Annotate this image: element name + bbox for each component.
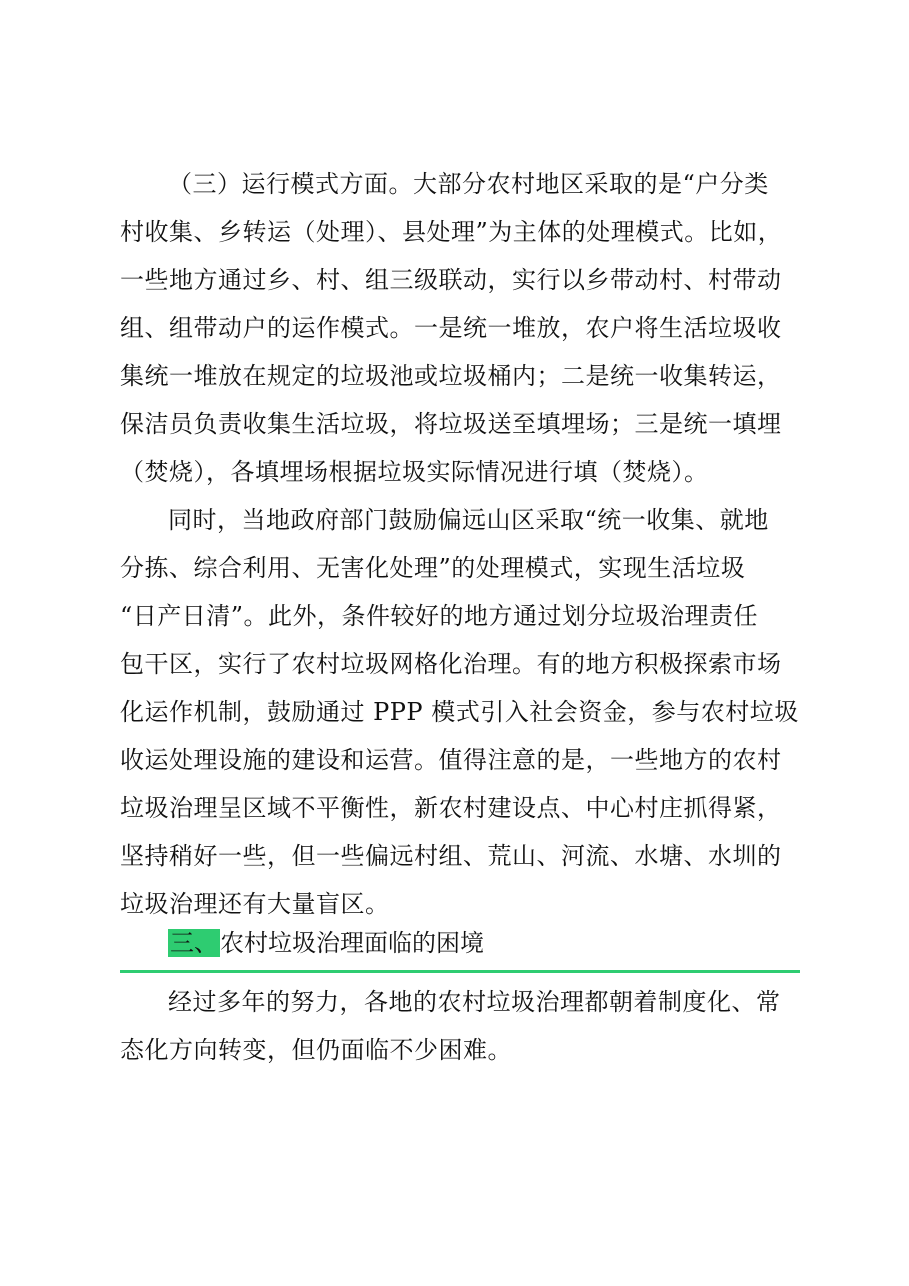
paragraph-2-line-1: 同时，当地政府部门鼓励偏远山区采取“统一收集、就地 bbox=[168, 506, 769, 534]
paragraph-3-line-1: 经过多年的努力，各地的农村垃圾治理都朝着制度化、常 bbox=[168, 988, 781, 1016]
section-heading bbox=[168, 922, 484, 964]
paragraph-1-line-6: 保洁员负责收集生活垃圾，将垃圾送至填埋场；三是统一填埋 bbox=[120, 410, 782, 438]
section-number: 三、 bbox=[170, 929, 218, 957]
paragraph-2-line-5: 化运作机制，鼓励通过 PPP 模式引入社会资金，参与农村垃圾 bbox=[120, 698, 799, 726]
paragraph-3-line-2: 态化方向转变，但仍面临不少困难。 bbox=[120, 1036, 512, 1064]
paragraph-2-line-7: 垃圾治理呈区域不平衡性，新农村建设点、中心村庄抓得紧， bbox=[120, 794, 782, 822]
paragraph-1-line-7: （焚烧），各填埋场根据垃圾实际情况进行填（焚烧）。 bbox=[120, 458, 709, 486]
paragraph-2-line-8: 坚持稍好一些，但一些偏远村组、荒山、河流、水塘、水圳的 bbox=[120, 842, 782, 870]
paragraph-1-line-2: 村收集、乡转运（处理）、县处理”为主体的处理模式。比如， bbox=[120, 218, 783, 246]
paragraph-2-line-4: 包干区，实行了农村垃圾网格化治理。有的地方积极探索市场 bbox=[120, 650, 782, 678]
paragraph-2-line-9: 垃圾治理还有大量盲区。 bbox=[120, 890, 390, 918]
paragraph-1-line-5: 集统一堆放在规定的垃圾池或垃圾桶内；二是统一收集转运， bbox=[120, 362, 782, 390]
heading-underline bbox=[120, 970, 800, 973]
paragraph-2-line-3: “日产日清”。此外，条件较好的地方通过划分垃圾治理责任 bbox=[120, 602, 759, 630]
paragraph-1-line-1: （三）运行模式方面。大部分农村地区采取的是“户分类 bbox=[168, 170, 769, 198]
paragraph-2-line-6: 收运处理设施的建设和运营。值得注意的是，一些地方的农村 bbox=[120, 746, 782, 774]
section-title: 农村垃圾治理面临的困境 bbox=[220, 929, 484, 957]
paragraph-1-line-3: 一些地方通过乡、村、组三级联动，实行以乡带动村、村带动 bbox=[120, 266, 782, 294]
paragraph-1-line-4: 组、组带动户的运作模式。一是统一堆放，农户将生活垃圾收 bbox=[120, 314, 782, 342]
paragraph-2-line-2: 分拣、综合利用、无害化处理”的处理模式，实现生活垃圾 bbox=[120, 554, 746, 582]
